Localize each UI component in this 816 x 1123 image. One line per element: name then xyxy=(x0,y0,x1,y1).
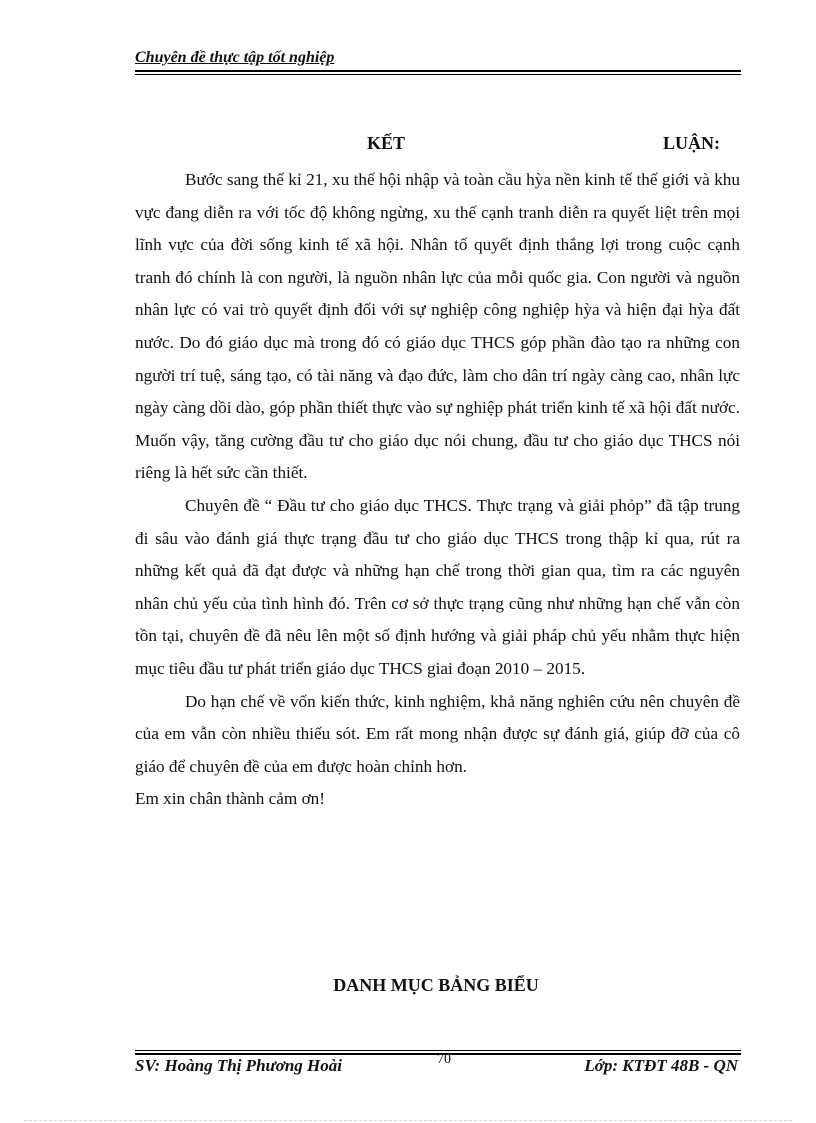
conclusion-heading-luan: LUẬN: xyxy=(663,133,720,153)
footer-student-name: SV: Hoàng Thị Phương Hoài xyxy=(135,1056,342,1075)
conclusion-paragraph-2: Chuyên đề “ Đầu tư cho giáo dục THCS. Thực trạng và giải phỏp” đã tập trung đi sâu vào đánh giá thực trạng đầu tư cho giáo dục THCS trong thập kỉ qua, rút ra những kết quả đã đạt được và những hạn chế trong thời gian qua, tìm ra các nguyên nhân chủ yếu của tình hình đó. Trên cơ sở thực trạng cũng như những hạn chế vẫn còn tồn tại, chuyên đề đã nêu lên một số định hướng và giải pháp chủ yếu nhằm thực hiện mục tiêu đầu tư phát triển giáo dục THCS giai đoạn 2010 – 2015. xyxy=(135,495,740,678)
footer-page-number: 70 xyxy=(437,1052,451,1067)
header-rule-thick xyxy=(135,70,741,72)
conclusion-closing: Em xin chân thành cảm ơn! xyxy=(135,789,325,809)
conclusion-paragraph-3: Do hạn chế về vốn kiến thức, kinh nghiệm, khả năng nghiên cứu nên chuyên đề của em vẫn còn nhiều thiếu sót. Em rất mong nhận được sự đánh giá, giúp đỡ của cô giáo để chuyên đề của em được hoàn chỉnh hơn. xyxy=(135,691,740,776)
footer-class-label: Lớp: KTĐT 48B - QN xyxy=(584,1056,738,1075)
table-list-heading: DANH MỤC BẢNG BIỂU xyxy=(333,975,539,995)
conclusion-paragraph-1: Bước sang thế kỉ 21, xu thế hội nhập và toàn cầu hỳa nền kinh tế thế giới và khu vực đang diễn ra với tốc độ không ngừng, xu thế cạnh tranh diễn ra quyết liệt trên mọi lĩnh vực của đời sống kinh tế xã hội. Nhân tố quyết định thắng lợi trong cuộc cạnh tranh đó chính là con người, là nguồn nhân lực của mỗi quốc gia. Con người và nguồn nhân lực có vai trò quyết định đối với sự nghiệp công nghiệp hỳa và hiện đại hỳa đất nước. Do đó giáo dục mà trong đó có giáo dục THCS góp phần đào tạo ra những con người trí tuệ, sáng tạo, có tài năng và đạo đức, làm cho dân trí ngày càng cao, nhân lực ngày càng dồi dào, góp phần thiết thực vào sự nghiệp phát triển kinh tế xã hội đất nước. Muốn vậy, tăng cường đầu tư cho giáo dục nói chung, đầu tư cho giáo dục THCS nói riêng là hết sức cần thiết. xyxy=(135,170,740,483)
conclusion-body xyxy=(135,164,740,816)
document-header-title: Chuyên đề thực tập tốt nghiệp xyxy=(135,49,335,66)
footer-rule-thin xyxy=(135,1050,741,1051)
conclusion-heading-ket: KẾT xyxy=(367,133,406,153)
header-rule-thin xyxy=(135,74,741,75)
page-bottom-edge xyxy=(24,1120,792,1121)
